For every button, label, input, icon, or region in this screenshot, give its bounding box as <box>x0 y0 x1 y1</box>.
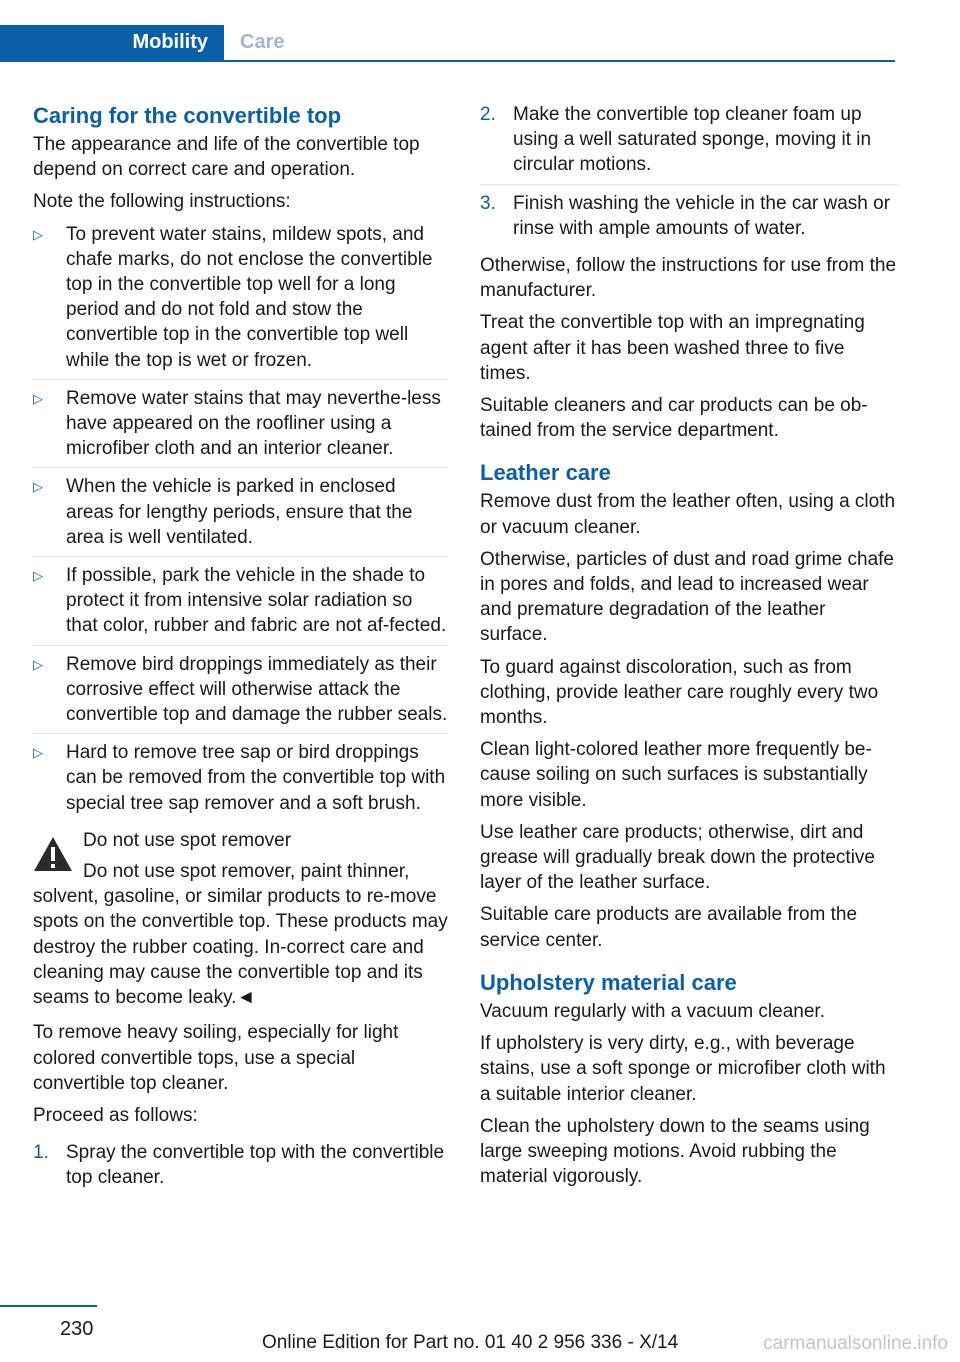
step-number: 3. <box>480 192 496 214</box>
left-column <box>33 102 448 1203</box>
triangle-right-icon: ▷ <box>33 745 43 761</box>
paragraph: Suitable care products are available from the service center. <box>480 904 858 951</box>
steps-list-continued <box>480 102 898 247</box>
paragraph: Otherwise, follow the instructions for use from the manufacturer. <box>480 255 897 302</box>
paragraph: If upholstery is very dirty, e.g., with beverage stains, use a soft sponge or microfiber cloth with a suitable interior cleaner. <box>480 1033 886 1105</box>
warning-body: Do not use spot remover, paint thinner, solvent, gasoline, or similar products to re-move spots on the convertible top. These products may destroy the rubber coating. In-correct care and cleaning may cause the convertible top and its seams to become leaky.◄ <box>33 861 448 1009</box>
section-title-upholstery-care: Upholstery material care <box>480 969 737 995</box>
list-item: 2. Make the convertible top cleaner foam up using a well saturated sponge, moving it in circular motions. <box>480 102 898 185</box>
paragraph: Clean the upholstery down to the seams using large sweeping motions. Avoid rubbing the material vigorously. <box>480 1115 870 1188</box>
paragraph: Use leather care products; otherwise, dirt and grease will gradually break down the protective layer of the leather surface. <box>480 821 875 894</box>
triangle-right-icon: ▷ <box>33 656 43 672</box>
list-item: ▷ Remove bird droppings immediately as their corrosive effect will otherwise attack the convertible top and damage the rubber seals. <box>33 652 448 735</box>
section-title-convertible-top: Caring for the convertible top <box>33 103 342 128</box>
instruction-list <box>33 222 448 822</box>
note-paragraph: Note the following instructions: <box>33 191 291 213</box>
edition-text: Online Edition for Part no. 01 40 2 956 336 - X/14 <box>262 1332 679 1353</box>
warning-triangle-icon <box>33 836 73 872</box>
paragraph: Vacuum regularly with a vacuum cleaner. <box>480 1000 825 1022</box>
triangle-right-icon: ▷ <box>33 226 43 242</box>
paragraph: Otherwise, particles of dust and road grime chafe in pores and folds, and lead to increased wear and premature degradation of the leather surface. <box>480 548 894 646</box>
list-item: 3. Finish washing the vehicle in the car wash or rinse with ample amounts of water. <box>480 192 891 239</box>
header-tabs <box>0 25 895 62</box>
warning-box <box>33 828 448 1010</box>
list-item: ▷ Hard to remove tree sap or bird droppings can be removed from the convertible top with special tree sap remover and a soft brush. <box>33 742 446 814</box>
steps-list-start <box>33 1140 448 1196</box>
paragraph: Clean light-colored leather more frequently be-cause soiling on such surfaces is substantially more visible. <box>480 739 872 811</box>
list-item: ▷ To prevent water stains, mildew spots, and chafe marks, do not enclose the convertible top in the convertible top well for a long period and do not fold and stow the convertible top in the convertible top well while the top is wet or frozen. <box>33 222 448 380</box>
page-number: 230 <box>60 1318 94 1340</box>
list-item: 1. Spray the convertible top with the convertible top cleaner. <box>33 1142 445 1189</box>
paragraph: Suitable cleaners and car products can be ob-tained from the service department. <box>480 395 868 442</box>
triangle-right-icon: ▷ <box>33 390 43 406</box>
triangle-right-icon: ▷ <box>33 479 43 495</box>
list-item: ▷ Remove water stains that may neverthe-less have appeared on the roofliner using a microfiber cloth and an interior cleaner. <box>33 386 448 469</box>
tab-care[interactable]: Care <box>224 25 300 60</box>
watermark: carmanualsonline.info <box>763 1333 948 1354</box>
tab-mobility[interactable]: Mobility <box>0 25 224 60</box>
step-number: 1. <box>33 1142 49 1164</box>
paragraph: Remove dust from the leather often, using a cloth or vacuum cleaner. <box>480 491 896 538</box>
list-item: ▷ When the vehicle is parked in enclosed areas for lengthy periods, ensure that the area is well ventilated. <box>33 474 448 557</box>
triangle-right-icon: ▷ <box>33 568 43 584</box>
proceed-paragraph: Proceed as follows: <box>33 1104 198 1126</box>
section-title-leather-care: Leather care <box>480 460 611 486</box>
footer-divider <box>0 1305 97 1307</box>
paragraph: To guard against discoloration, such as from clothing, provide leather care roughly every two months. <box>480 656 879 729</box>
warning-title: Do not use spot remover <box>83 829 292 851</box>
paragraph: Treat the convertible top with an impregnating agent after it has been washed three to five times. <box>480 312 865 384</box>
step-number: 2. <box>480 104 496 125</box>
right-column <box>480 102 898 1196</box>
intro-paragraph: The appearance and life of the convertible top depend on correct care and operation. <box>33 134 420 181</box>
heavy-soiling-paragraph: To remove heavy soiling, especially for light colored convertible tops, use a special convertible top cleaner. <box>33 1022 399 1094</box>
list-item: ▷ If possible, park the vehicle in the shade to protect it from intensive solar radiation so that color, rubber and fabric are not af-fected. <box>33 563 448 646</box>
